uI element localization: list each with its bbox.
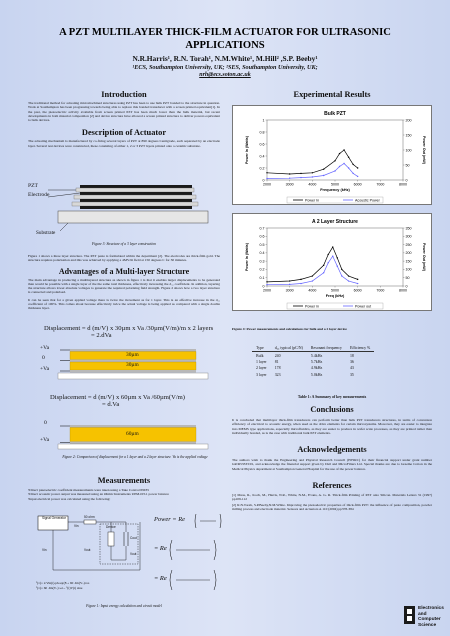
data-point — [328, 262, 329, 263]
y2-tick-label: 150 — [405, 259, 412, 264]
advantages-text-2: It can be seen that for a given applied voltage there is twice the movement as for 1 layer. This is an effective increase in the d₃₃ coefficient of 100%. This comes about because effectively twice the actual voltage is being applied as compared with a single double thickness layer. — [28, 297, 220, 311]
y-tick-label: 1 — [262, 118, 265, 123]
y2-tick-label: 200 — [405, 118, 412, 123]
affiliations: ¹ECS, Southampton University, UK; ²SES, Southampton University, UK; — [132, 64, 318, 71]
fig2-two-layer — [40, 345, 210, 383]
y-tick-label: 0.4 — [259, 251, 265, 256]
logo-line1: Electronics and — [418, 606, 444, 617]
chart-title: Bulk PZT — [324, 111, 346, 117]
data-point — [289, 284, 290, 285]
authors: N.R.Harris¹, R.N. Torah¹, N.M.White¹, M.Hill² ,S.P. Beeby¹ — [132, 54, 318, 63]
x-tick-label: 7000 — [376, 182, 385, 187]
measurements-bullet-2: •Direct acoustic power output was measured using an Ohmic Instruments UPM-DT-1 power balance — [28, 492, 169, 497]
vin-eq-label: Vin — [42, 548, 47, 552]
cout-label: Cout — [130, 536, 137, 540]
x-tick-label: 6000 — [353, 288, 362, 293]
data-point — [337, 257, 338, 258]
table-cell: 323 — [274, 372, 281, 377]
table-cell: 4.9kHz — [310, 366, 323, 371]
conclusions-text: It is concluded that multilayer thick-film transducers can perform better than bulk PZT transducers structures, in terms of conversion efficiency of electrical to acoustic energy, when used as the drive elements for certain microsystems. Moreover, they are easier to integrate into MEMS type applications, especially microfluidics, as they are easier to produce in wafer scale processes, as they are printed rather than individually bonded, as is the case with traditional bulk PZT elements. — [232, 418, 432, 435]
substrate-label: Substrate — [36, 230, 56, 236]
data-point — [323, 175, 324, 176]
legend-label: Power out — [355, 304, 372, 309]
data-point — [352, 173, 353, 174]
data-point — [348, 157, 349, 158]
data-point — [289, 280, 290, 281]
svg-text:= Re: = Re — [154, 575, 167, 582]
data-point — [312, 176, 313, 177]
measurements-section — [28, 476, 220, 501]
y2-axis-label: Power Out (mW) — [422, 243, 426, 271]
table-header-row — [252, 345, 374, 352]
intro-heading: Introduction — [101, 90, 147, 99]
data-point — [357, 176, 358, 177]
fig4-caption: Figure 4: Power measurements and calculations for bulk and a 2 layer device — [232, 327, 347, 331]
table-cell: 178 — [274, 366, 281, 371]
poster-header — [0, 26, 450, 78]
y-tick-label: 0 — [262, 178, 265, 183]
table-cell: 5.4kHz — [310, 353, 323, 358]
left-column — [28, 90, 220, 148]
y2-tick-label: 200 — [405, 251, 412, 256]
x-tick-label: 5000 — [331, 182, 339, 187]
vout-label: Vout — [130, 552, 137, 556]
y2-tick-label: 150 — [405, 133, 412, 138]
fig3-caption: Figure 3: Structure of a 3 layer construction — [92, 242, 156, 246]
fig2-va-top: +Va — [40, 345, 50, 351]
data-point — [348, 167, 349, 168]
fig2b-va: +Va — [40, 437, 50, 443]
chart-title: A 2 Layer Structure — [312, 219, 358, 225]
eq2-line2: = d.Va — [102, 401, 120, 408]
legend-label: Acoustic Power — [355, 198, 380, 203]
y-tick-label: 0.1 — [259, 276, 265, 281]
eq1-line1: Displacement = d (m/V) x 30µm x Va /30µm(V/m)/m x 2 layers — [44, 325, 214, 332]
results-table — [252, 345, 374, 378]
description-text: The actuating mechanism is manufactured by co-firing several layers of PZT at 890 degrees Centigrade, each separated by an electrode layer. Several test devices were constructed, these consisting of either 1, 2 or 3 PZT layers printed onto a ceramic substrate. — [28, 139, 220, 148]
x-tick-label: 4000 — [308, 288, 317, 293]
x-tick-label: 2000 — [263, 288, 271, 293]
y2-tick-label: 350 — [405, 226, 412, 231]
legend-label: Power In — [305, 198, 320, 203]
table-cell: 3 layer — [256, 372, 267, 377]
data-point — [266, 281, 267, 282]
y-tick-label: 0.2 — [259, 166, 265, 171]
chart-2layer-svg — [233, 214, 433, 312]
y-axis-label: Power In (Watts) — [245, 242, 249, 272]
reference-1: [1] Maas, R., Koch, M., Harris, N.R., White, N.M., Evans, A. G. R. Thick-film Printing of PZT onto Silicon. Materials Letters 31 (1997) pp109-112 — [232, 493, 432, 502]
data-point — [348, 275, 349, 276]
pzt-label: PZT — [28, 183, 38, 189]
electrode-label: Electrode — [28, 192, 50, 198]
left-column-mid — [28, 254, 220, 311]
fig1-circuit — [36, 512, 224, 602]
data-point — [300, 177, 301, 178]
resistor-label: 50 ohm — [84, 515, 95, 519]
y2-tick-label: 100 — [405, 267, 412, 272]
table-cell: 81 — [274, 359, 279, 364]
fig2-layer1-label: 30µm — [126, 351, 139, 358]
data-point — [300, 283, 301, 284]
circuit-note-1: ²(1)= 2.Vin(t).ph.sqr(8 ÷ 60 .Im(V..)cos — [36, 581, 90, 585]
table-header: Type — [256, 346, 264, 351]
table-row — [252, 352, 374, 359]
signal-generator-label: Signal Generator — [41, 516, 67, 520]
y2-tick-label: 100 — [405, 148, 412, 153]
fig2b-layer-label: 60µm — [126, 431, 139, 437]
logo-text — [418, 606, 450, 628]
data-point — [312, 275, 313, 276]
right-column-lower — [232, 405, 432, 511]
table-cell: 1 layer — [256, 359, 267, 364]
table-cell: 18 — [349, 353, 354, 358]
data-point — [357, 167, 358, 168]
data-point — [300, 173, 301, 174]
x-axis-label: Frequency (kHz) — [320, 188, 350, 192]
data-point — [323, 265, 324, 266]
results-table-wrap — [252, 345, 422, 378]
measurements-heading: Measurements — [97, 476, 151, 485]
poster-title-line2: APPLICATIONS — [185, 40, 265, 51]
data-point — [312, 172, 313, 173]
table-cell: 2 layer — [256, 366, 267, 371]
intro-text: The traditional method for actuating micromachined structures using PZT has been to use bulk PZT bonded to the structure in question. Work at Southampton has been progressing towards being able to replace this bonded transducer with a screen printed equivalent[1]. In the past, the piezoelectric activity available from screen printed PZT has been much lower than the bulk material, but recent developments in both material composition [2] and device structure have allowed a screen printed structure to deliver powers equivalent to bulk devices. — [28, 101, 220, 123]
logo-line2: Computer Science — [418, 617, 441, 628]
data-point — [266, 178, 267, 179]
data-point — [332, 246, 333, 247]
circuit-note-2: ²(1)= 60 .Im(V..)·ωt... ²(t)V(t) sine — [36, 586, 83, 590]
chart-bulk-pzt-svg — [233, 106, 433, 206]
data-point — [357, 283, 358, 284]
data-point — [312, 280, 313, 281]
data-point — [334, 160, 335, 161]
acknowledgements-heading: Acknowledgements — [297, 445, 367, 455]
x-tick-label: 2000 — [263, 182, 271, 187]
advantages-heading: Advantages of a Multi-layer Structure — [58, 266, 190, 276]
table-cell: 240 — [274, 353, 281, 358]
y-tick-label: 0.7 — [259, 226, 265, 231]
fig2-layer2-label: 30µm — [126, 362, 139, 368]
chart-2layer — [232, 213, 432, 311]
data-point — [339, 166, 340, 167]
x-tick-label: 6000 — [353, 182, 362, 187]
table-cell: 35 — [349, 372, 354, 377]
data-point — [300, 279, 301, 280]
table-cell: 5.0kHz — [310, 372, 323, 377]
reference-2: [2] R.N.Torah, S.P.Beeby,N.M.White. Improving the piezoelectric properties of thick-film PZT: the influence of paste composition, powder milling process and electrode material. Sensors and Actuators A 110 (2004) pp378-384 — [232, 502, 432, 511]
legend-label: Power in — [305, 304, 319, 309]
table-cell: 36 — [349, 359, 354, 364]
y-tick-label: 0.4 — [259, 154, 265, 159]
description-heading: Description of Actuator — [81, 128, 167, 138]
y2-tick-label: 50 — [405, 163, 410, 168]
advantages-text-1: The main advantage in producing a multilayered structure as shown in figure 1 is that it enables larger displacements to be generated than would be possible with a single layer of the the same total thickness, effectively increasing the d₃₃ coefficient. In addition, layering the structure allows lower absolute voltages to generate the required polarising field strength. Figure 2 shows how a two layer structure is connected and polarised. — [28, 277, 220, 295]
power-equation: Power = Re — [154, 516, 185, 523]
x-axis-label: Freq (kHz) — [325, 294, 345, 298]
table-row — [252, 372, 374, 378]
x-tick-label: 5000 — [331, 288, 339, 293]
fig1-caption: Figure 1: Input energy calculation and circuit model — [86, 604, 162, 608]
table-cell: Bulk — [256, 353, 264, 358]
y2-tick-label: 250 — [405, 242, 412, 247]
data-point — [332, 255, 333, 256]
fig3-structure — [28, 181, 220, 249]
y2-tick-label: 300 — [405, 234, 412, 239]
equation-1layer — [50, 394, 225, 408]
references-heading: References — [312, 481, 352, 491]
fig2-caption: Figure 2: Comparison of displacement for a 1 layer and a 2 layer structure. Va is the applied voltage — [62, 455, 208, 459]
y2-tick-label: 0 — [405, 284, 408, 289]
fig2b-zero: 0 — [44, 420, 47, 426]
x-tick-label: 8000 — [399, 182, 407, 187]
fig2-va-bottom: +Va — [40, 366, 50, 372]
data-point — [343, 163, 344, 164]
measurements-bullet-3: •Input electrical power was calculated using the following: — [28, 496, 111, 501]
data-point — [266, 284, 267, 285]
chart-bulk-pzt — [232, 105, 432, 205]
y-tick-label: 0.5 — [259, 242, 265, 247]
data-point — [339, 153, 340, 154]
table-header: d₃₃ typical (pC/N) — [274, 346, 303, 351]
x-tick-label: 8000 — [399, 288, 407, 293]
data-point — [289, 178, 290, 179]
data-point — [328, 254, 329, 255]
y-tick-label: 0.2 — [259, 267, 265, 272]
y2-axis-label: Power Out (mW) — [422, 136, 426, 164]
y-tick-label: 0.3 — [259, 259, 265, 264]
x-tick-label: 3000 — [285, 182, 294, 187]
data-point — [334, 170, 335, 171]
experimental-results-heading: Experimental Results — [293, 90, 371, 99]
data-point — [323, 272, 324, 273]
data-point — [341, 269, 342, 270]
fig2-zero: 0 — [42, 355, 45, 361]
equation-2layer — [44, 325, 224, 339]
y-tick-label: 0.8 — [259, 130, 265, 135]
y-tick-label: 0.6 — [259, 234, 265, 239]
table-cell: 5.7kHz — [310, 359, 323, 364]
x-tick-label: 4000 — [308, 182, 317, 187]
y2-tick-label: 0 — [405, 178, 408, 183]
data-point — [323, 169, 324, 170]
table-header: Resonant frequency — [310, 346, 342, 351]
fig2-one-layer — [40, 413, 210, 451]
eq2-line1: Displacement = d (m/V) x 60µm x Va /60µm(V/m) — [50, 394, 185, 401]
data-point — [289, 173, 290, 174]
acknowledgements-text: The authors wish to thank the Engineering and Physical Research Council (EPSRC) for their financial support under grant number GR/R53333/01, and acknowledge the financial support given by Dstl and MicroFilters Ltd. Special thanks are due to Graeme Cotton in the Medical Physics department at Southampton General Hospital for the use of the power balance. — [232, 458, 432, 471]
table-header: Efficiency % — [349, 346, 371, 351]
data-point — [352, 164, 353, 165]
conclusions-heading: Conclusions — [310, 405, 354, 414]
table-cell: 43 — [349, 366, 354, 371]
data-point — [343, 149, 344, 150]
x-tick-label: 3000 — [285, 288, 294, 293]
table-caption: Table 1: A Summary of key measurements — [297, 395, 367, 399]
email-link[interactable]: nrh@ecs.soton.ac.uk — [199, 72, 251, 78]
poster-title-line1: A PZT MULTILAYER THICK-FILM ACTUATOR FOR ULTRASONIC — [59, 27, 391, 38]
x-tick-label: 7000 — [376, 288, 385, 293]
plot-area — [267, 228, 403, 286]
data-point — [266, 172, 267, 173]
data-point — [337, 265, 338, 266]
y2-tick-label: 50 — [405, 276, 410, 281]
vout-eq-label: Vout — [84, 548, 91, 552]
data-point — [357, 279, 358, 280]
data-point — [341, 275, 342, 276]
vin-label: Vin — [74, 524, 79, 528]
y-axis-label: Power In (Watts) — [245, 135, 249, 165]
y-tick-label: 0.6 — [259, 142, 265, 147]
y-tick-label: 0 — [262, 284, 265, 289]
eq1-line2: = 2.dVa — [91, 332, 112, 339]
measurements-bullet-1: •Direct piezoelectric coefficient measurements were taken using a Take Control PM35 — [28, 488, 149, 492]
svg-text:= Re: = Re — [154, 545, 167, 552]
device-label: Device — [106, 525, 116, 529]
data-point — [348, 280, 349, 281]
fig3-text: Figure 1 shows a three layer structure. The PZT paste is formulated within the department [2]. The electrodes are thick-film gold. The structure requires polarisation and this was achieved by applying a 4MV/m field at 150 degrees C for 30 minutes. — [28, 254, 220, 263]
